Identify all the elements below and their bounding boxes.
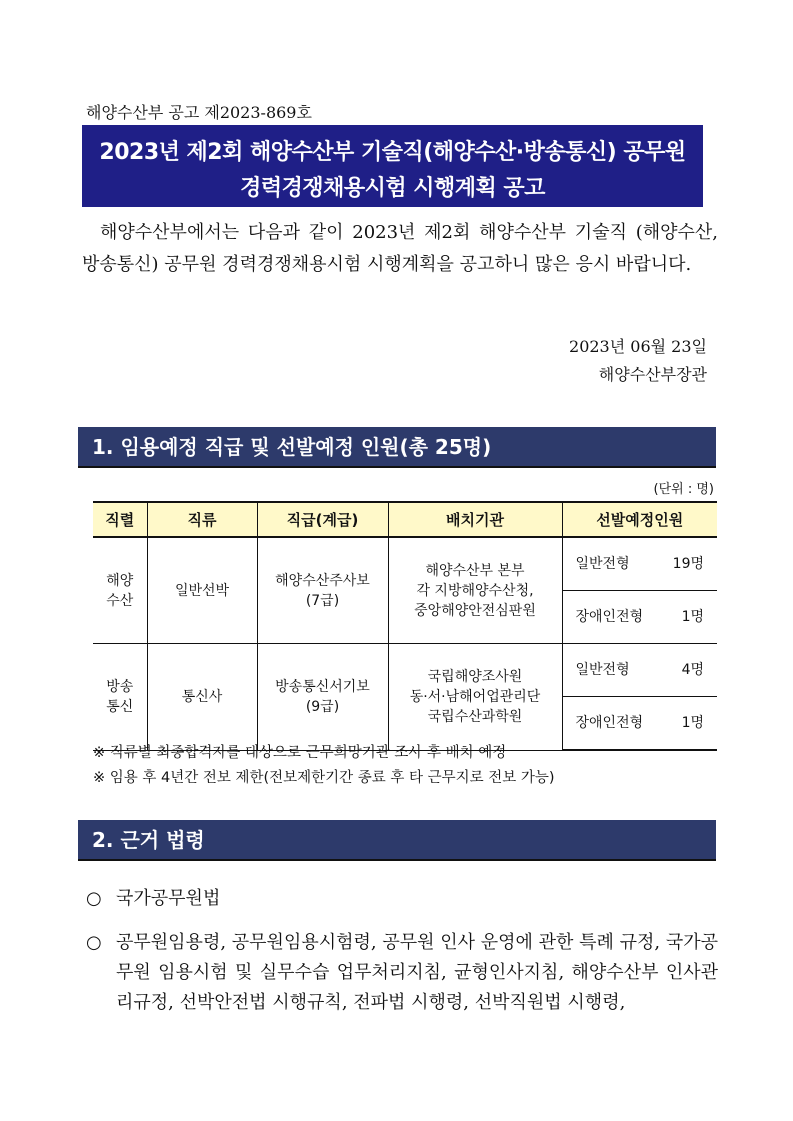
class-cell: 일반선박	[147, 537, 257, 644]
unit-label: (단위 : 명)	[653, 482, 714, 497]
quota-cell	[562, 697, 717, 751]
series-cell: 해양 수산	[93, 537, 147, 644]
signer: 해양수산부장관	[598, 365, 707, 384]
section-1-heading: 1. 임용예정 직급 및 선발예정 인원(총 25명)	[78, 427, 716, 468]
list-item	[86, 928, 718, 1018]
quota-count: 4명	[681, 662, 704, 678]
grade-cell: 해양수산주사보 (7급)	[257, 537, 388, 644]
quota-type: 장애인전형	[575, 609, 644, 625]
title-line-2: 경력경쟁채용시험 시행계획 공고	[240, 176, 545, 201]
quota-count: 19명	[672, 556, 704, 572]
series-cell: 방송 통신	[93, 644, 147, 751]
header-class: 직류	[147, 502, 257, 537]
law-list	[86, 884, 718, 1032]
recruitment-table	[93, 501, 717, 751]
header-quota: 선발예정인원	[562, 502, 717, 537]
class-cell: 통신사	[147, 644, 257, 751]
table-row	[93, 644, 717, 697]
quota-cell	[562, 591, 717, 644]
table-row	[93, 537, 717, 591]
quota-count: 1명	[681, 715, 704, 731]
bullet-icon: ○	[86, 888, 102, 909]
header-agency: 배치기관	[388, 502, 562, 537]
quota-cell	[562, 644, 717, 697]
announcement-date: 2023년 06월 23일	[569, 337, 707, 356]
table-header-row	[93, 502, 717, 537]
intro-text: 해양수산부에서는 다음과 같이 2023년 제2회 해양수산부 기술직 (해양수산, 방송통신) 공무원 경력경쟁채용시험 시행계획을 공고하니 많은 응시 바랍니다.	[82, 222, 718, 275]
quota-type: 일반전형	[575, 662, 630, 678]
quota-count: 1명	[681, 609, 704, 625]
agency-cell: 해양수산부 본부 각 지방해양수산청, 중앙해양안전심판원	[388, 537, 562, 644]
note-item: ※ 임용 후 4년간 전보 제한(전보제한기간 종료 후 타 근무지로 전보 가능)	[93, 770, 555, 786]
note-item: ※ 직류별 최종합격자를 대상으로 근무희망기관 조사 후 배치 예정	[93, 745, 507, 761]
header-grade: 직급(계급)	[257, 502, 388, 537]
list-item	[86, 884, 718, 914]
quota-type: 장애인전형	[575, 715, 644, 731]
notice-number: 해양수산부 공고 제2023-869호	[86, 103, 312, 122]
grade-cell: 방송통신서기보 (9급)	[257, 644, 388, 751]
bullet-icon: ○	[86, 932, 102, 953]
law-text: 국가공무원법	[116, 888, 221, 909]
section-2-heading: 2. 근거 법령	[78, 820, 716, 861]
title-banner	[82, 125, 703, 207]
quota-cell	[562, 537, 717, 591]
agency-cell: 국립해양조사원 동·서·남해어업관리단 국립수산과학원	[388, 644, 562, 751]
table-notes	[93, 741, 555, 791]
intro-paragraph	[82, 217, 718, 281]
title-line-1: 2023년 제2회 해양수산부 기술직(해양수산·방송통신) 공무원	[99, 140, 686, 165]
law-text: 공무원임용령, 공무원임용시험령, 공무원 인사 운영에 관한 특례 규정, 국가공무원 임용시험 및 실무수습 업무처리지침, 균형인사지침, 해양수산부 인사관리규정, 선박안전법 시행규칙, 전파법 시행령, 선박직원법 시행령,	[116, 932, 718, 1013]
header-series: 직렬	[93, 502, 147, 537]
quota-type: 일반전형	[575, 556, 630, 572]
